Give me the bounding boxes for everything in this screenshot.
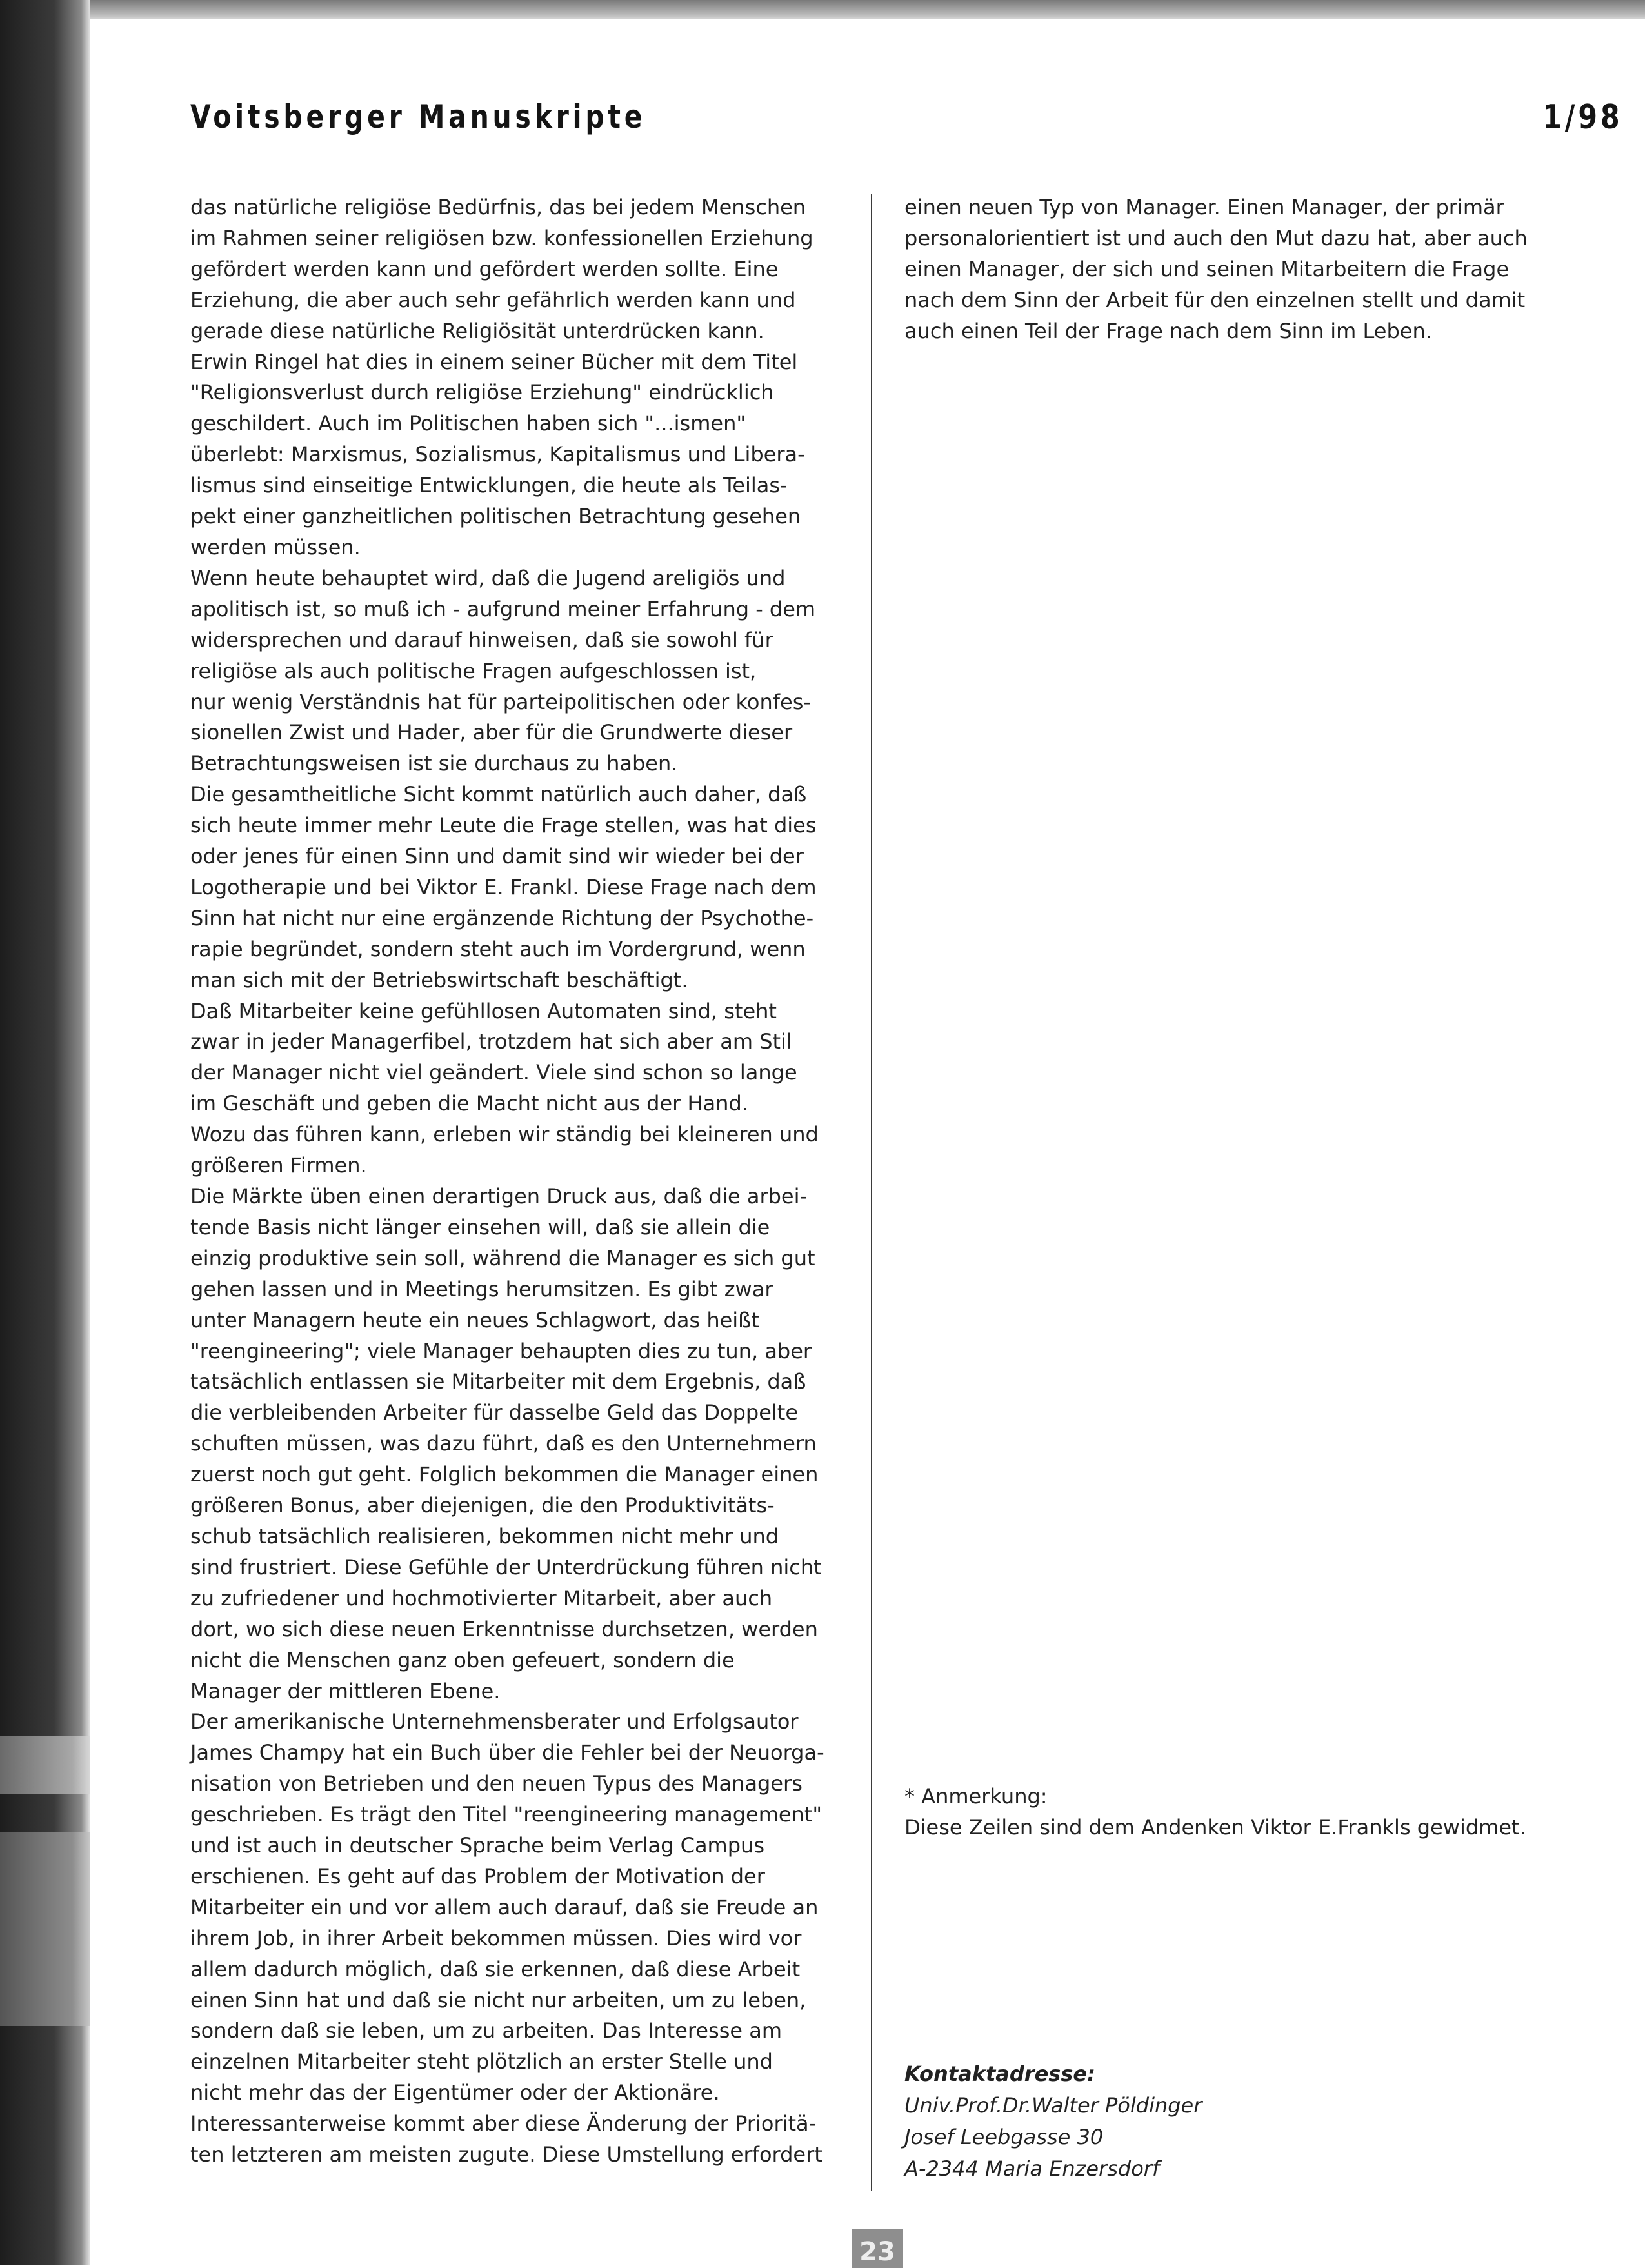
contact-line: A-2344 Maria Enzersdorf — [904, 2156, 1160, 2181]
journal-title: Voitsberger Manuskripte — [190, 98, 646, 135]
paragraph: Die Märkte üben einen derartigen Druck aus, daß die arbei- tende Basis nicht länger einsehen will, daß sie allein die einzig produktive sein soll, während die Manager es sich gut gehen lassen und in Meetings herumsitzen. Es gibt zwar unter Managern heute ein neues Schlagwort, das heißt "reengineering"; viele Manager behaupten dies zu tun, aber tatsächlich entlassen sie Mitarbeiter mit dem Ergebnis, daß die verbleibenden Arbeiter für dasselbe Geld das Doppelte schuften müssen, was dazu führt, daß es den Unternehmern zuerst noch gut geht. Folglich bekommen die Manager einen größeren Bonus, aber diejenigen, die den Produktivitäts- schub tatsächlich realisieren, bekommen nicht mehr und sind frustriert. Diese Gefühle der Unterdrückung führen nicht zu zufriedener und hochmotivierter Mitarbeit, aber auch dort, wo sich diese neuen Erkenntnisse durchsetzen, werden nicht die Menschen ganz oben gefeuert, sondern die Manager der mittleren Ebene. — [190, 1184, 822, 1703]
scan-edge-band — [0, 1736, 90, 1794]
scan-edge-band — [0, 1832, 90, 2026]
footnote-text: Diese Zeilen sind dem Andenken Viktor E.Frankls gewidmet. — [904, 1815, 1526, 1840]
contact-line: Univ.Prof.Dr.Walter Pöldinger — [904, 2093, 1202, 2118]
right-column — [904, 192, 1633, 347]
paragraph: das natürliche religiöse Bedürfnis, das bei jedem Menschen im Rahmen seiner religiösen bzw. konfessionellen Erziehung gefördert werden kann und gefördert werden sollte. Eine Erziehung, die aber auch sehr gefährlich werden kann und gerade diese natürliche Religiösität unterdrücken kann. Erwin Ringel hat dies in einem seiner Bücher mit dem Titel "Religionsverlust durch religiöse Erziehung" eindrücklich geschildert. Auch im Politischen haben sich "...ismen" überlebt: Marxismus, Sozialismus, Kapitalismus und Libera- lismus sind einseitige Entwicklungen, die heute als Teilas- pekt einer ganzheitlichen politischen Betrachtung gesehen werden müssen. — [190, 195, 813, 559]
paragraph: Daß Mitarbeiter keine gefühllosen Automaten sind, steht zwar in jeder Managerfibel, trotzdem hat sich aber am Stil der Manager nicht viel geändert. Viele sind schon so lange im Geschäft und geben die Macht nicht aus der Hand. Wozu das führen kann, erleben wir ständig bei kleineren und größeren Firmen. — [190, 998, 819, 1178]
contact-heading: Kontaktadresse: — [904, 2062, 1095, 2086]
column-divider — [871, 194, 872, 2191]
page-number: 23 — [852, 2229, 903, 2268]
contact-block — [904, 2058, 1633, 2185]
issue-number: 1/98 — [1542, 98, 1623, 137]
footnote-label: * Anmerkung: — [904, 1784, 1048, 1809]
paragraph: einen neuen Typ von Manager. Einen Manager, der primär personalorientiert ist und auch den Mut dazu hat, aber auch einen Manager, der sich und seinen Mitarbeitern die Frage nach dem Sinn der Arbeit für den einzelnen stellt und damit auch einen Teil der Frage nach dem Sinn im Leben. — [904, 195, 1528, 343]
footnote — [904, 1781, 1633, 1843]
paragraph: Der amerikanische Unternehmensberater und Erfolgsautor James Champy hat ein Buch über die Fehler bei der Neuorga- nisation von Betrieben und den neuen Typus des Managers geschrieben. Es trägt den Titel "reengineering management" und ist auch in deutscher Sprache beim Verlag Campus erschienen. Es geht auf das Problem der Motivation der Mitarbeiter ein und vor allem auch darauf, daß sie Freude an ihrem Job, in ihrer Arbeit bekommen müssen. Dies wird vor allem dadurch möglich, daß sie erkennen, daß diese Arbeit einen Sinn hat und daß sie nicht nur arbeiten, um zu leben, sondern daß sie leben, um zu arbeiten. Das Interesse am einzelnen Mitarbeiter steht plötzlich an erster Stelle und nicht mehr das der Eigentümer oder der Aktionäre. Interessanterweise kommt aber diese Änderung der Prioritä- ten letzteren am meisten zugute. Diese Umstellung erfordert — [190, 1709, 824, 2167]
left-column — [190, 192, 939, 2171]
paragraph: Die gesamtheitliche Sicht kommt natürlich auch daher, daß sich heute immer mehr Leute die Frage stellen, was hat dies oder jenes für einen Sinn und damit sind wir wieder bei der Logotherapie und bei Viktor E. Frankl. Diese Frage nach dem Sinn hat nicht nur eine ergänzende Richtung der Psychothe- rapie begründet, sondern steht auch im Vordergrund, wenn man sich mit der Betriebswirtschaft beschäftigt. — [190, 782, 817, 992]
paragraph: Wenn heute behauptet wird, daß die Jugend areligiös und apolitisch ist, so muß ich - aufgrund meiner Erfahrung - dem widersprechen und darauf hinweisen, daß sie sowohl für religiöse als auch politische Fragen aufgeschlossen ist, nur wenig Verständnis hat für parteipolitischen oder konfes- sionellen Zwist und Hader, aber für die Grundwerte dieser Betrachtungsweisen ist sie durchaus zu haben. — [190, 565, 816, 776]
contact-line: Josef Leebgasse 30 — [904, 2125, 1104, 2149]
document-page — [90, 19, 1645, 2265]
